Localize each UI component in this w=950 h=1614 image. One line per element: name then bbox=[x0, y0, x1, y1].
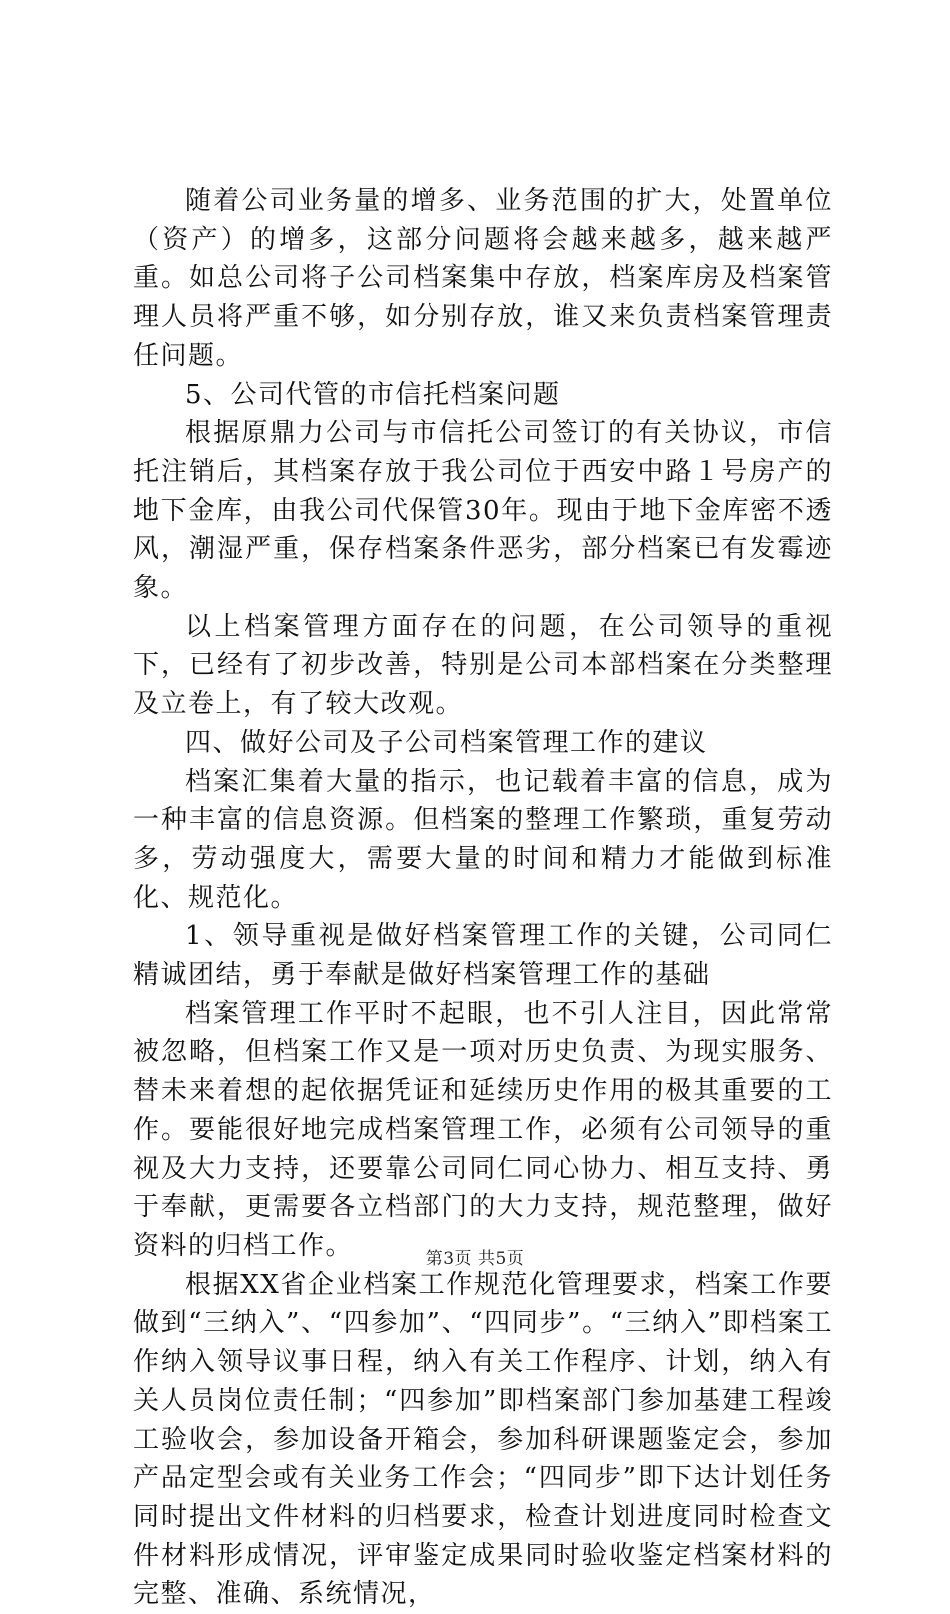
section-heading-4: 四、做好公司及子公司档案管理工作的建议 bbox=[185, 727, 708, 758]
page-footer: 第3页 共5页 bbox=[425, 1249, 525, 1269]
paragraph-4: 档案汇集着大量的指示，也记载着丰富的信息，成为一种丰富的信息资源。但档案的整理工作繁琐，重复劳动多，劳动强度大，需要大量的时间和精力才能做到标准化、规范化。 bbox=[133, 766, 833, 913]
section-heading-5: 5、公司代管的市信托档案问题 bbox=[185, 379, 561, 410]
paragraph-5: 档案管理工作平时不起眼，也不引人注目，因此常常被忽略，但档案工作又是一项对历史负责、为现实服务、替未来着想的起依据凭证和延续历史作用的极其重要的工作。要能很好地完成档案管理工作，必须有公司领导的重视及大力支持，还要靠公司同仁同心协力、相互支持、勇于奉献，更需要各立档部门的大力支持，规范整理，做好资料的归档工作。 bbox=[133, 998, 833, 1261]
paragraph-6: 根据XX省企业档案工作规范化管理要求，档案工作要做到“三纳入”、“四参加”、“四同步”。“三纳入”即档案工作纳入领导议事日程，纳入有关工作程序、计划，纳入有关人员岗位责任制；“四参加”即档案部门参加基建工程竣工验收会，参加设备开箱会，参加科研课题鉴定会，参加产品定型会或有关业务工作会；“四同步”即下达计划任务同时提出文件材料的归档要求，检查计划进度同时检查文件材料形成情况，评审鉴定成果同时验收鉴定档案材料的完整、准确、系统情况， bbox=[133, 1269, 833, 1610]
paragraph-1: 随着公司业务量的增多、业务范围的扩大，处置单位（资产）的增多，这部分问题将会越来越多，越来越严重。如总公司将子公司档案集中存放，档案库房及档案管理人员将严重不够，如分别存放，谁又来负责档案管理责任问题。 bbox=[133, 186, 833, 371]
paragraph-3: 以上档案管理方面存在的问题，在公司领导的重视下，已经有了初步改善，特别是公司本部档案在分类整理及立卷上，有了较大改观。 bbox=[133, 611, 833, 720]
document-body bbox=[133, 182, 833, 1614]
subsection-heading-1: 1、领导重视是做好档案管理工作的关键，公司同仁精诚团结，勇于奉献是做好档案管理工作的基础 bbox=[133, 921, 833, 991]
paragraph-2: 根据原鼎力公司与市信托公司签订的有关协议，市信托注销后，其档案存放于我公司位于西安中路１号房产的地下金库，由我公司代保管30年。现由于地下金库密不透风，潮湿严重，保存档案条件恶劣，部分档案已有发霉迹象。 bbox=[133, 418, 833, 604]
